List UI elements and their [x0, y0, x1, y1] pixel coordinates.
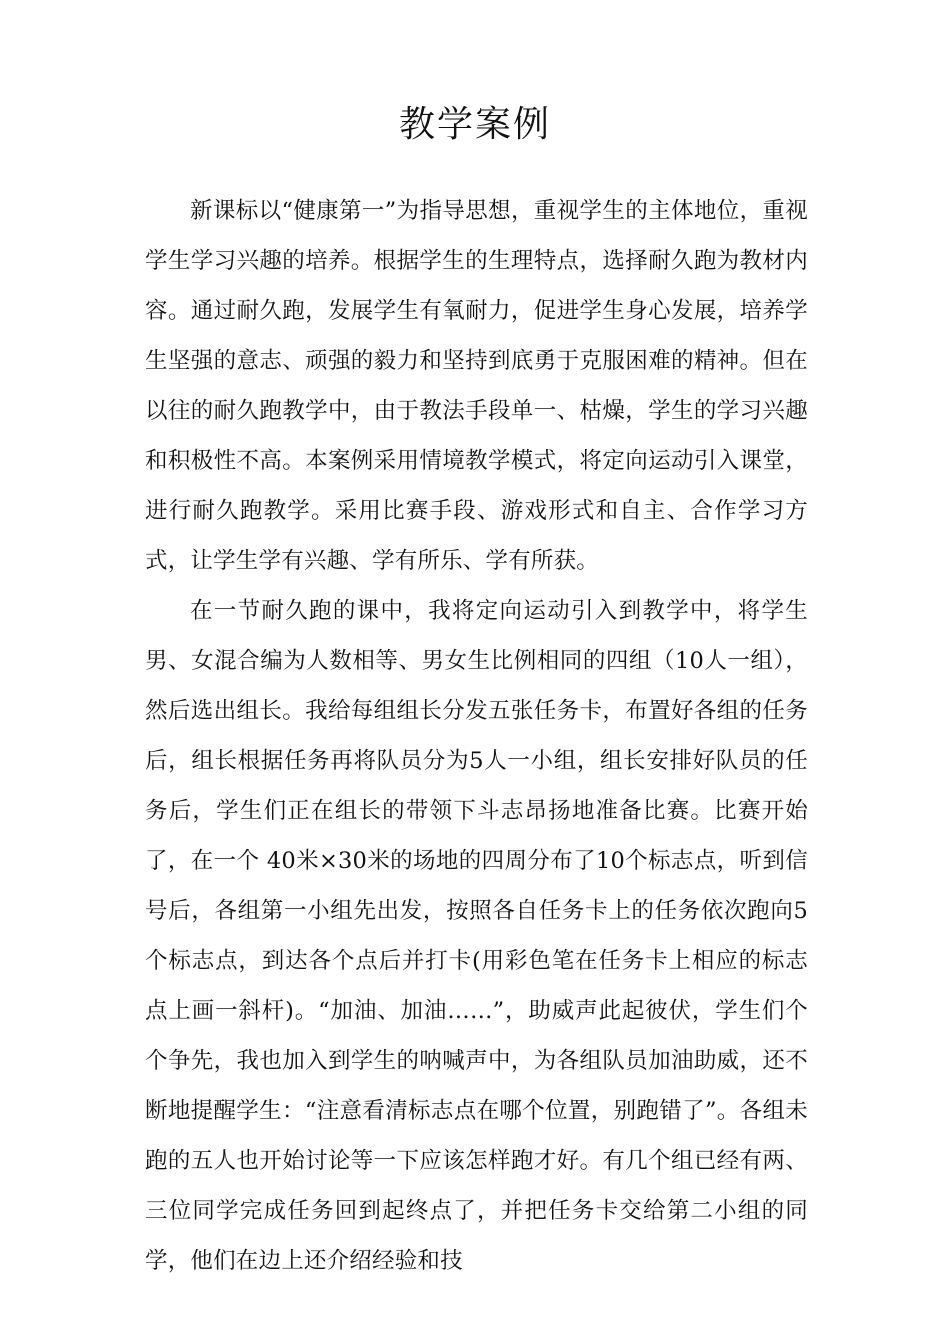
document-body — [145, 186, 808, 1286]
document-title: 教学案例 — [398, 104, 551, 145]
paragraph-case-description: 在一节耐久跑的课中，我将定向运动引入到教学中，将学生男、女混合编为人数相等、男女生比例相同的四组（10人一组），然后选出组长。我给每组组长分发五张任务卡，布置好各组的任务后，组长根据任务再将队员分为5人一小组，组长安排好队员的任务后，学生们正在组长的带领下斗志昂扬地准备比赛。比赛开始了，在一个 40米×30米的场地的四周分布了10个标志点，听到信号后，各组第一小组先出发，按照各自任务卡上的任务依次跑向5个标志点，到达各个点后并打卡(用彩色笔在任务卡上相应的标志点上画一斜杆)。“加油、加油……”，助威声此起彼伏，学生们个个争先，我也加入到学生的呐喊声中，为各组队员加油助威，还不断地提醒学生：“注意看清标志点在哪个位置，别跑错了”。各组未跑的五人也开始讨论等一下应该怎样跑才好。有几个组已经有两、三位同学完成任务回到起终点了，并把任务卡交给第二小组的同学，他们在边上还介绍经验和技 — [145, 598, 808, 1274]
paragraph-intro: 新课标以“健康第一”为指导思想，重视学生的主体地位，重视学生学习兴趣的培养。根据学生的生理特点，选择耐久跑为教材内容。通过耐久跑，发展学生有氧耐力，促进学生身心发展，培养学生坚强的意志、顽强的毅力和坚持到底勇于克服困难的精神。但在以往的耐久跑教学中，由于教法手段单一、枯燥，学生的学习兴趣和积极性不高。本案例采用情境教学模式，将定向运动引入课堂，进行耐久跑教学。采用比赛手段、游戏形式和自主、合作学习方式，让学生学有兴趣、学有所乐、学有所获。 — [145, 198, 808, 574]
